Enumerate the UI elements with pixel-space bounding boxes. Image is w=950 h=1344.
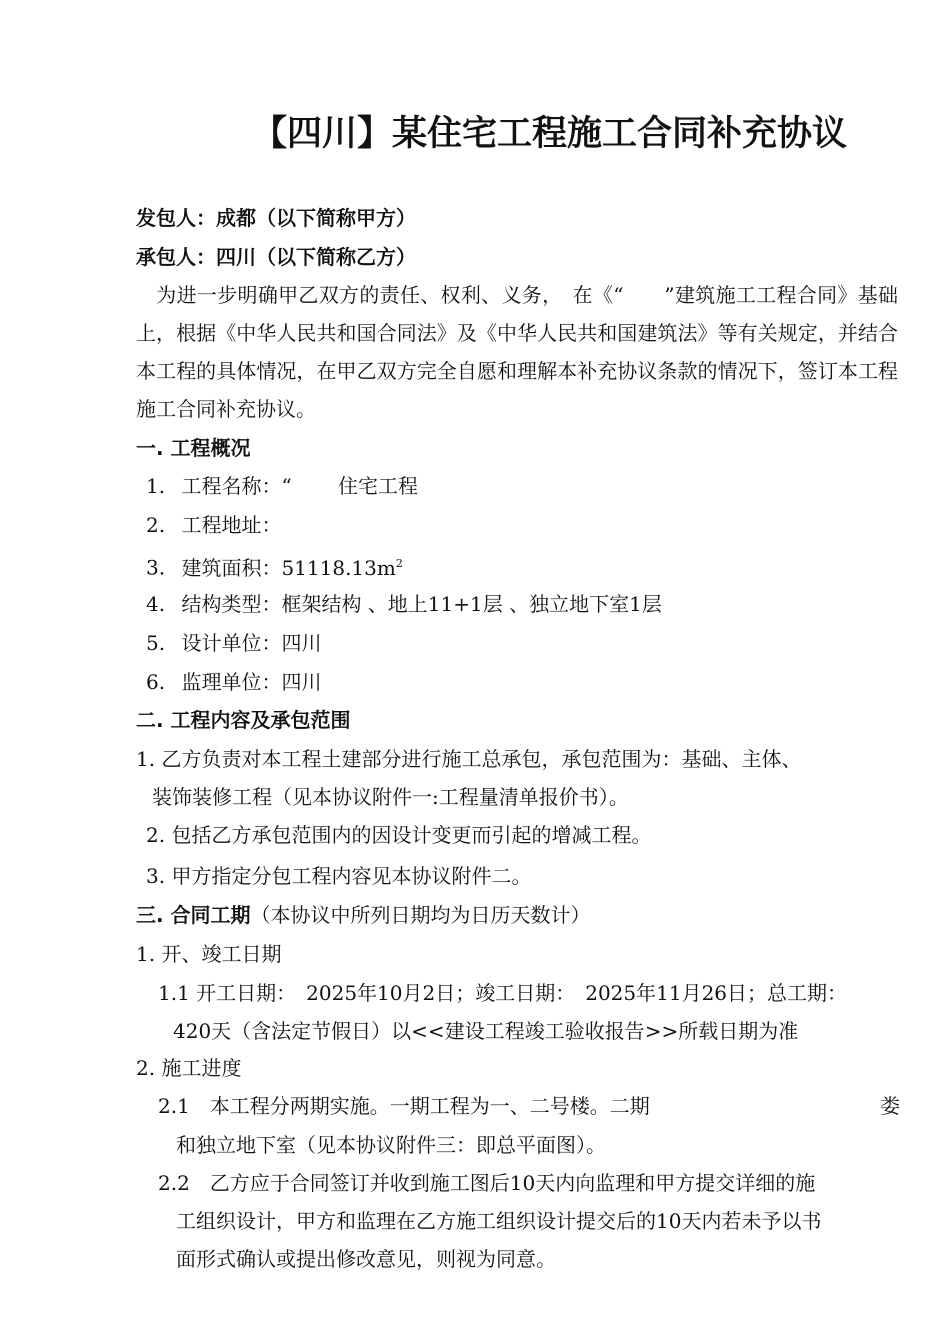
progress-2-2-line2: 工组织设计，甲方和监理在乙方施工组织设计提交后的10天内若未予以书 [176,1209,822,1233]
section3-heading-bold: 三. 合同工期 [136,903,251,927]
item-number: 1. [146,474,166,498]
item-text: 结构类型：框架结构 、地上11+1层 、独立地下室1层 [181,592,662,616]
scope-item2: 2. 包括乙方承包范围内的因设计变更而引起的增减工程。 [146,823,652,847]
item-text: 工程地址： [181,513,282,537]
section2-heading: 二. 工程内容及承包范围 [136,708,351,732]
project-name-item [146,472,418,500]
employer-line: 发包人：成都（以下简称甲方） [136,206,416,230]
item-number: 5. [146,631,166,655]
item-number: 3. [146,555,166,580]
design-unit-item [146,629,321,657]
item-number: 6. [146,670,166,694]
dates-line2: 420天（含法定节假日）以<<建设工程竣工验收报告>>所载日期为准 [173,1019,799,1041]
progress-subheading: 2. 施工进度 [136,1056,242,1080]
item-text: 工程名称：“ 住宅工程 [181,474,419,498]
supervision-unit-item [146,668,321,696]
section3-heading-note: （本协议中所列日期均为日历天数计） [250,903,591,927]
structure-type-item [146,590,662,618]
document-title: 【四川】某住宅工程施工合同补充协议 [252,114,848,154]
intro-paragraph: 为进一步明确甲乙双方的责任、权利、义务， 在《“ ”建筑施工工程合同》基础上，根据《中华人民共和国合同法》及《中华人民共和国建筑法》等有关规定，并结合本工程的具体情况，在甲乙双方完全自愿和理解本补充协议条款的情况下，签订本工程施工合同补充协议。 [136,283,898,421]
item-number: 4. [146,592,166,616]
progress-2-1-tail: 娄 [880,1094,900,1118]
progress-2-2-line1: 2.2 乙方应于合同签订并收到施工图后10天内向监理和甲方提交详细的施 [158,1171,816,1195]
progress-2-2-line3: 面形式确认或提出修改意见，则视为同意。 [176,1247,556,1271]
scope-item1-line2: 装饰装修工程（见本协议附件一:工程量清单报价书）。 [152,785,629,809]
section3-heading [136,901,591,929]
item-text: 监理单位：四川 [181,670,322,694]
item-text: 建筑面积：51118.13m [181,555,396,580]
scope-item1-line1: 1. 乙方负责对本工程土建部分进行施工总承包，承包范围为：基础、主体、 [136,747,802,771]
dates-line1: 1.1 开工日期： 2025年10月2日；竣工日期： 2025年11月26日；总工期： [158,981,848,1005]
scope-item3: 3. 甲方指定分包工程内容见本协议附件二。 [146,864,532,888]
progress-2-1-line2: 和独立地下室（见本协议附件三：即总平面图）。 [176,1133,606,1157]
item-number: 2. [146,513,166,537]
dates-subheading: 1. 开、竣工日期 [136,942,282,966]
section1-heading: 一. 工程概况 [136,436,251,460]
area-superscript: 2 [395,557,403,570]
item-text: 设计单位：四川 [181,631,322,655]
progress-2-1-line1: 2.1 本工程分两期实施。一期工程为一、二号楼。二期 [158,1094,650,1118]
contractor-line: 承包人：四川（以下简称乙方） [136,245,416,269]
building-area-item [146,550,403,582]
project-address-item [146,511,281,539]
